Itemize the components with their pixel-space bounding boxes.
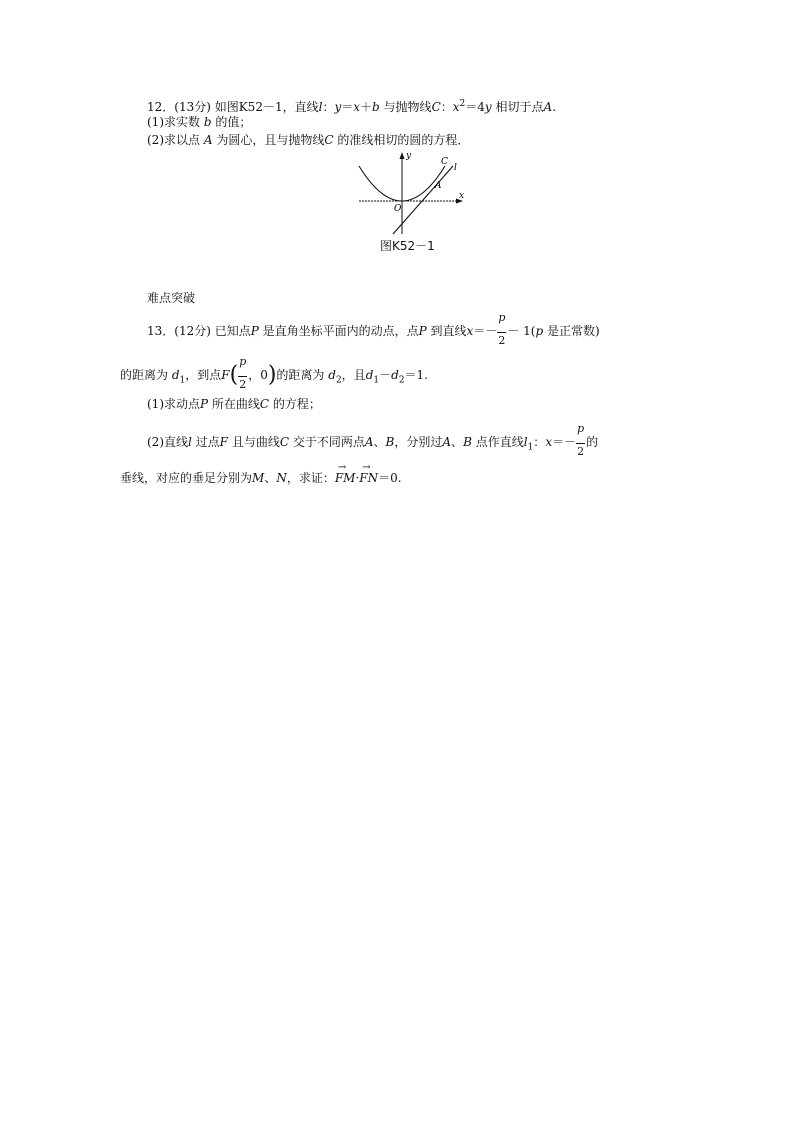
label-y: y xyxy=(406,151,412,161)
q13-sub1: (1)求动点P 所在曲线C 的方程； xyxy=(147,397,321,411)
label-x: x xyxy=(459,191,465,201)
q13-line1: 13．(12分) 已知点P 是直角坐标平面内的动点，点P 到直线x＝－ $\frac{p}{2}$ － 1(p 是正常数) xyxy=(147,310,600,347)
q12-sub2: (2)求以点 A 为圆心，且与抛物线C 的准线相切的圆的方程． xyxy=(147,133,470,147)
y-axis-arrow xyxy=(400,152,405,159)
fraction-p-over-2: $\frac{p}{2}$ xyxy=(498,310,506,347)
vector-fn: → FN xyxy=(359,470,378,486)
q13-sub2-cont: 垂线，对应的垂足分别为M、N，求证：→ FM·→ FN＝0. xyxy=(120,470,402,486)
q12-stem: 12．(13分) 如图K52－1，直线l：y＝x＋b 与抛物线C：$x^2=4y$ 相切于点A. xyxy=(147,99,557,114)
figure-caption: 图K52－1 xyxy=(380,239,435,253)
q12-sub1: (1)求实数 b 的值； xyxy=(147,115,252,129)
fraction-p-over-2: $\frac{p}{2}$ xyxy=(239,354,247,391)
label-l: l xyxy=(454,163,457,173)
fraction-p-over-2: $\frac{p}{2}$ xyxy=(577,421,585,458)
label-c: C xyxy=(441,157,448,167)
section-heading: 难点突破 xyxy=(147,291,196,305)
vector-fm: → FM xyxy=(335,470,356,486)
q13-sub2: (2)直线l 过点F 且与曲线C 交于不同两点A、B，分别过A、B 点作直线$l_1$：x＝－ $\frac{p}{2}$ 的 xyxy=(147,421,599,458)
label-a: A xyxy=(435,181,442,191)
label-o: O xyxy=(394,204,402,214)
figure-k52-1 xyxy=(355,148,470,238)
q13-line2: 的距离为 $d_1$，到点F( $\frac{p}{2}$ ，0)的距离为 $d_2$，且$d_1-d_2=1$. xyxy=(120,354,428,391)
